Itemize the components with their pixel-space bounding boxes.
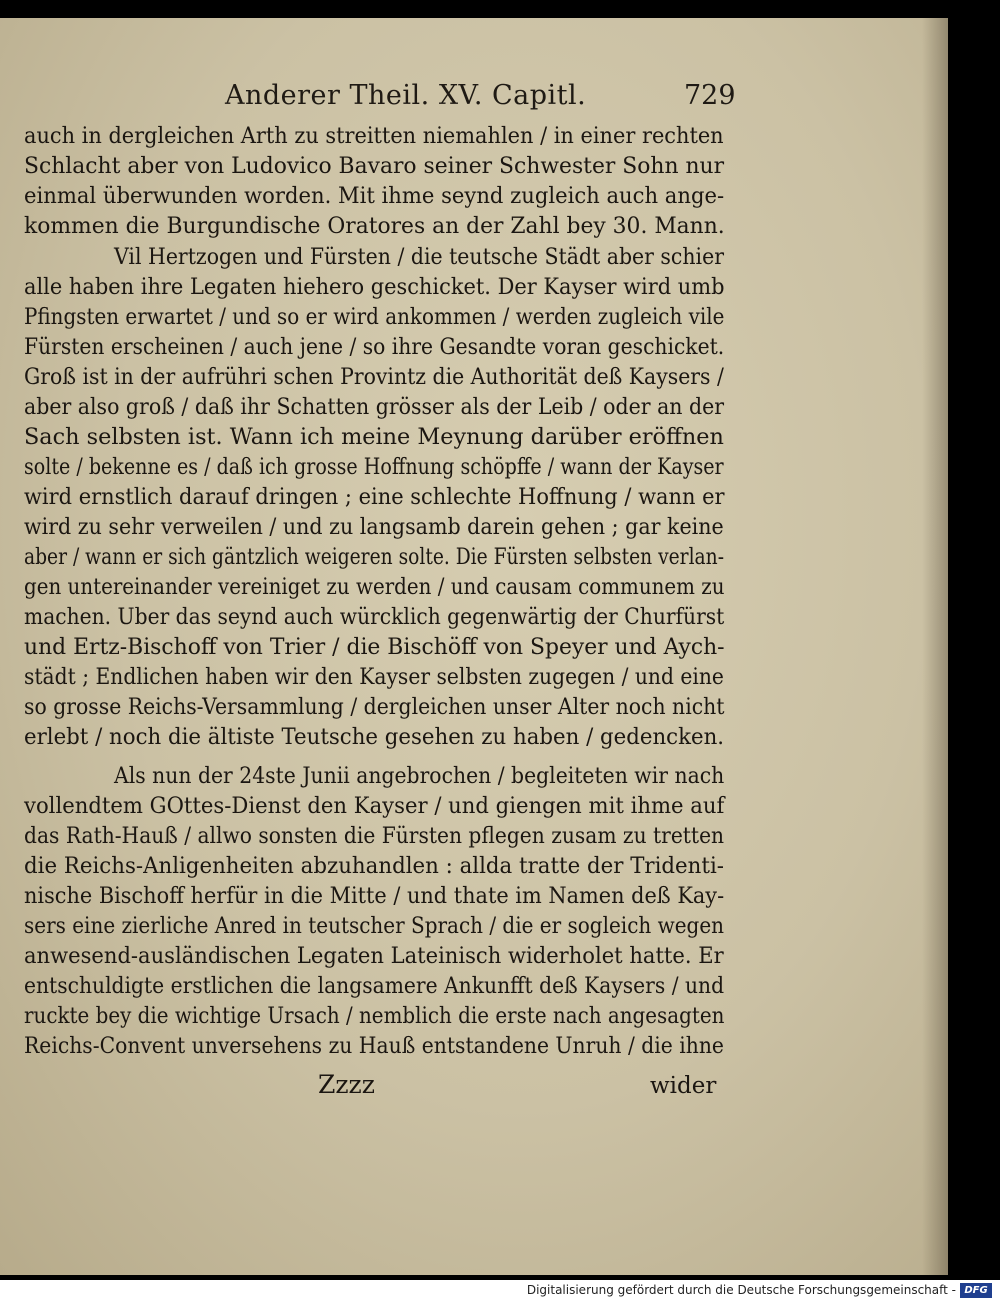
text-line: Reichs-Convent unversehens zu Hauß entstandene Unruh / die ihne [24,1033,724,1059]
text-line: auch in dergleichen Arth zu streitten niemahlen / in einer rechten [24,123,724,149]
funding-notice: Digitalisierung gefördert durch die Deutsche Forschungsgemeinschaft - [526,1283,956,1297]
text-line: gen untereinander vereiniget zu werden / und causam communem zu [24,574,725,600]
text-line: wird ernstlich darauf dringen ; eine schlechte Hoffnung / wann er [24,484,725,510]
text-line: vollendtem GOttes-Dienst den Kayser / und giengen mit ihme auf [24,793,725,819]
text-line: kommen die Burgundische Oratores an der Zahl bey 30. Mann. [24,213,725,239]
text-line: aber / wann er sich gäntzlich weigeren solte. Die Fürsten selbsten verlan- [24,544,724,570]
text-line: Als nun der 24ste Junii angebrochen / begleiteten wir nach [114,763,725,789]
text-line: das Rath-Hauß / allwo sonsten die Fürsten pflegen zusam zu tretten [24,823,725,849]
catchword: wider [650,1073,717,1099]
book-page [0,18,948,1275]
text-line: entschuldigte erstlichen die langsamere Ankunfft deß Kaysers / und [24,973,725,999]
text-line: sers eine zierliche Anred in teutscher Sprach / die er sogleich wegen [24,913,725,939]
running-head: Anderer Theil. XV. Capitl. [225,80,587,111]
text-line: und Ertz-Bischoff von Trier / die Bischöff von Speyer und Aych- [24,634,725,660]
text-line: die Reichs-Anligenheiten abzuhandlen : allda tratte der Tridenti- [24,853,724,879]
text-line: solte / bekenne es / daß ich grosse Hoffnung schöpffe / wann der Kayser [24,454,724,480]
text-line: Sach selbsten ist. Wann ich meine Meynung darüber eröffnen [24,424,724,450]
text-line: machen. Uber das seynd auch würcklich gegenwärtig der Churfürst [24,604,725,630]
signature-mark: Zzzz [318,1070,375,1099]
text-line: Vil Hertzogen und Fürsten / die teutsche Städt aber schier [114,244,724,270]
text-line: erlebt / noch die ältiste Teutsche gesehen zu haben / gedencken. [24,724,725,750]
text-line: aber also groß / daß ihr Schatten grösser als der Leib / oder an der [24,394,725,420]
footer-bar [0,1280,1000,1302]
text-line: anwesend-ausländischen Legaten Lateinisch widerholet hatte. Er [24,943,724,969]
text-line: so grosse Reichs-Versammlung / dergleichen unser Alter noch nicht [24,694,725,720]
text-line: einmal überwunden worden. Mit ihme seynd zugleich auch ange- [24,183,725,209]
dfg-logo-icon: DFG [960,1283,992,1298]
text-line: Pfingsten erwartet / und so er wird ankommen / werden zugleich vile [24,304,725,330]
page-number: 729 [684,80,736,111]
text-line: nische Bischoff herfür in die Mitte / und thate im Namen deß Kay- [24,883,725,909]
page-edge-shadow [922,18,948,1275]
text-line: Schlacht aber von Ludovico Bavaro seiner Schwester Sohn nur [24,153,725,179]
text-line: Groß ist in der aufrühri schen Provintz die Authorität deß Kaysers / [24,364,724,390]
text-line: Fürsten erscheinen / auch jene / so ihre Gesandte voran geschicket. [24,334,725,360]
text-line: ruckte bey die wichtige Ursach / nemblich die erste nach angesagten [24,1003,725,1029]
text-line: wird zu sehr verweilen / und zu langsamb darein gehen ; gar keine [24,514,724,540]
text-line: alle haben ihre Legaten hiehero geschicket. Der Kayser wird umb [24,274,725,300]
text-line: städt ; Endlichen haben wir den Kayser selbsten zugegen / und eine [24,664,724,690]
page-header [0,80,948,116]
